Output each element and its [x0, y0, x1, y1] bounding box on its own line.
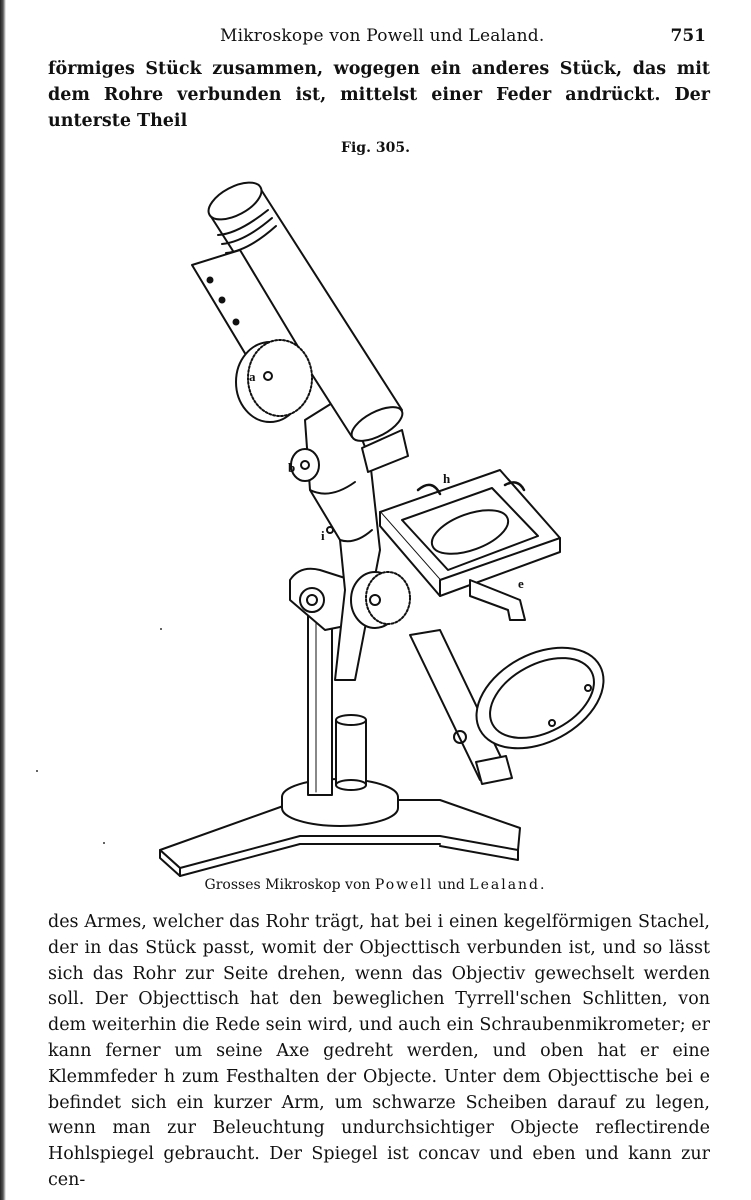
microscope-illustration: [140, 160, 620, 880]
speck: [36, 770, 38, 772]
label-e: e: [518, 576, 524, 591]
pillar-left: [306, 605, 334, 795]
paragraph-bottom: des Armes, welcher das Rohr trägt, hat bei i einen kegelförmigen Stachel, der in das Stück passt, womit der Objecttisch verbunden ist, und so lässt sich das Rohr zur Seite drehen, wenn das Objectiv gewechselt werden soll. Der Objecttisch hat den beweglichen Tyrrell'schen Schlitten, von dem weiterhin die Rede sein wird, und auch ein Schraubenmikrometer; er kann ferner um seine Axe gedreht werden, und oben hat er eine Klemmfeder h zum Festhalten der Objecte. Unter dem Objecttische bei e befindet sich ein kurzer Arm, um schwarze Scheiben darauf zu legen, wenn man zur Beleuchtung undurchsichtiger Objecte reflectirende Hohlspiegel gebraucht. Der Spiegel ist concav und eben und kann zur cen-: [48, 912, 710, 1190]
caption-mid: und: [437, 877, 465, 893]
coarse-focus-knob: [236, 340, 312, 422]
caption-name-powell: Powell: [374, 877, 434, 893]
pillar-right: [336, 715, 366, 790]
label-h: h: [443, 471, 451, 486]
label-i: i: [321, 528, 325, 543]
label-b: b: [288, 460, 296, 475]
caption-name-lealand: Lealand.: [469, 877, 547, 893]
speck: [103, 842, 105, 844]
running-title: Mikroskope von Powell und Lealand.: [220, 26, 545, 46]
object-stage: [380, 470, 560, 596]
speck: [160, 628, 162, 630]
page-number: 751: [670, 26, 706, 46]
figure-caption: [0, 877, 751, 893]
figure-label: Fig. 305.: [341, 140, 410, 156]
stage-arm: [470, 580, 525, 620]
caption-prefix: Grosses Mikroskop von: [204, 877, 371, 893]
page-edge-shadow: [0, 0, 6, 1200]
page-header: [48, 26, 708, 54]
paragraph-top: förmiges Stück zusammen, wogegen ein anderes Stück, das mit dem Rohre verbunden ist, mittelst einer Feder andrückt. Der unterste Theil: [48, 59, 710, 131]
label-a: a: [249, 369, 256, 384]
stage-knob: [351, 572, 410, 628]
